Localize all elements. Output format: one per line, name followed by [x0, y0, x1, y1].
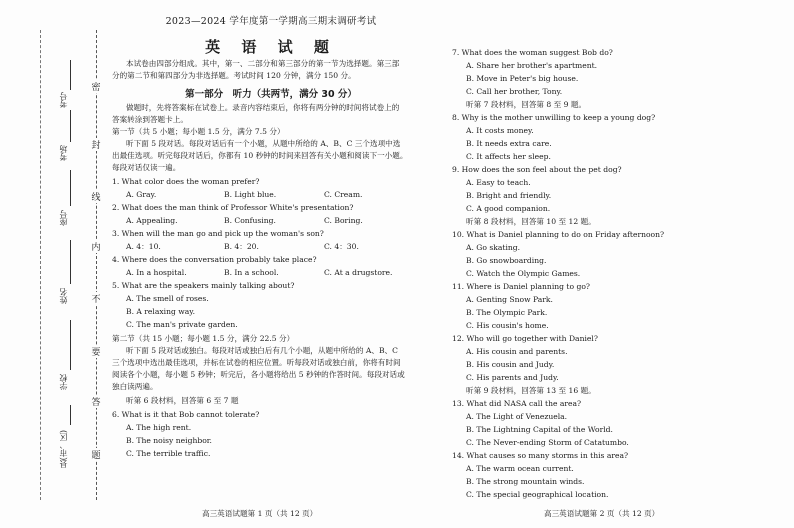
instruction-line: 做题时，先将答案标在试卷上。录音内容结束后，你将有两分钟的时间将试卷上的 [126, 103, 400, 112]
seal-char: 封 [90, 138, 102, 151]
option: A. Genting Snow Park. [466, 295, 553, 304]
seal-char: 要 [90, 345, 102, 358]
option: C. The man's private garden. [126, 320, 238, 329]
question: 2. What does the man think of Professor White's presentation? [112, 203, 354, 212]
question: 7. What does the woman suggest Bob do? [452, 48, 613, 57]
option: B. 4：20. [224, 242, 259, 251]
seal-char: 密 [90, 80, 102, 93]
field-line [70, 60, 71, 90]
field-line [70, 170, 71, 206]
section1-instruction: 每段对话仅读一遍。 [112, 163, 181, 172]
listening-note: 听第 6 段材料，回答第 6 至 7 题 [126, 396, 239, 405]
field-line [70, 110, 71, 142]
question: 1. What color does the woman prefer? [112, 177, 260, 186]
option: B. Light blue. [224, 190, 277, 199]
question: 10. What is Daniel planning to do on Friday afternoon? [452, 230, 665, 239]
field-line [70, 320, 71, 370]
section1-heading: 第一节（共 5 小题；每小题 1.5 分，满分 7.5 分） [112, 127, 285, 136]
option: B. His cousin and Judy. [466, 360, 555, 369]
seal-char: 答 [90, 395, 102, 408]
option: B. In a school. [224, 268, 279, 277]
binding-margin [0, 0, 110, 528]
option: B. Move in Peter's big house. [466, 74, 579, 83]
section2-instruction: 阅读各个小题，每小题 5 秒钟；听完后，各小题将给出 5 秒钟的作答时间。每段对话或 [112, 370, 405, 379]
option: A. Appealing. [126, 216, 178, 225]
section2-instruction: 三个选项中选出最佳选项，并标在试卷的相应位置。听每段对话或独白前，你将有时间 [112, 358, 401, 367]
field-school: 学校 [59, 374, 68, 390]
listening-note: 听第 9 段材料，回答第 13 至 16 题。 [466, 386, 596, 395]
option: C. The terrible traffic. [126, 449, 211, 458]
option: B. The Olympic Park. [466, 308, 548, 317]
option: C. 4：30. [324, 242, 359, 251]
option: C. His parents and Judy. [466, 373, 559, 382]
option: B. The noisy neighbor. [126, 436, 212, 445]
option: B. Go snowboarding. [466, 256, 547, 265]
question: 13. What did NASA call the area? [452, 399, 582, 408]
option: B. A relaxing way. [126, 307, 195, 316]
option: C. His cousin's home. [466, 321, 549, 330]
field-line [70, 240, 71, 284]
seal-char: 题 [90, 448, 102, 461]
question: 12. Who will go together with Daniel? [452, 334, 598, 343]
field-exam-number: 考号 [59, 92, 68, 108]
option: C. Call her brother, Tony. [466, 87, 563, 96]
seal-char: 不 [90, 292, 102, 305]
field-seat-number: 座号 [59, 210, 68, 226]
option: A. 4：10. [126, 242, 161, 251]
option: C. At a drugstore. [324, 268, 393, 277]
option: C. Boring. [324, 216, 363, 225]
field-line [70, 405, 71, 425]
option: C. Watch the Olympic Games. [466, 269, 581, 278]
option: A. The warm ocean current. [466, 464, 574, 473]
question: 9. How does the son feel about the pet dog? [452, 165, 622, 174]
seal-line [96, 30, 97, 500]
option: C. It affects her sleep. [466, 152, 551, 161]
option: C. A good companion. [466, 204, 551, 213]
field-county: 县(市、区) [59, 430, 68, 469]
option: B. Confusing. [224, 216, 276, 225]
question: 4. Where does the conversation probably take place? [112, 255, 317, 264]
part1-heading: 第一部分 听力（共两节，满分 30 分） [185, 89, 357, 100]
page-footer-left: 高三英语试题第 1 页（共 12 页） [202, 509, 318, 518]
option: A. Share her brother's apartment. [466, 61, 598, 70]
option: C. The Never-ending Storm of Catatumbo. [466, 438, 629, 447]
subject-title: 英 语 试 题 [205, 38, 337, 56]
intro-line: 本试卷由四部分组成。其中，第一、二部分和第三部分的第一节为选择题。第三部 [126, 59, 400, 68]
option: A. The Light of Venezuela. [466, 412, 568, 421]
section2-heading: 第二节（共 15 小题；每小题 1.5 分，满分 22.5 分） [112, 334, 295, 343]
section2-instruction: 听下面 5 段对话或独白。每段对话或独白后有几个小题，从题中所给的 A、B、C [126, 346, 398, 355]
listening-note: 听第 8 段材料，回答第 10 至 12 题。 [466, 217, 596, 226]
option: B. Bright and friendly. [466, 191, 552, 200]
intro-line: 分的第二节和第四部分为非选择题。考试时间 120 分钟，满分 150 分。 [112, 71, 356, 80]
option: A. The high rent. [126, 423, 192, 432]
option: A. Easy to teach. [466, 178, 531, 187]
option: C. Cream. [324, 190, 363, 199]
question: 5. What are the speakers mainly talking about? [112, 281, 295, 290]
option: A. Gray. [126, 190, 157, 199]
question: 3. When will the man go and pick up the woman's son? [112, 229, 324, 238]
seal-char: 线 [90, 190, 102, 203]
option: A. In a hospital. [126, 268, 187, 277]
question: 11. Where is Daniel planning to go? [452, 282, 590, 291]
option: B. The Lightning Capital of the World. [466, 425, 613, 434]
question: 6. What is it that Bob cannot tolerate? [112, 410, 260, 419]
cut-line [40, 30, 41, 500]
question: 8. Why is the mother unwilling to keep a young dog? [452, 113, 656, 122]
field-exam-room: 考场 [59, 145, 68, 161]
section2-instruction: 独白读两遍。 [112, 382, 158, 391]
page-footer-right: 高三英语试题第 2 页（共 12 页） [544, 509, 660, 518]
option: A. It costs money. [466, 126, 534, 135]
option: A. The smell of roses. [126, 294, 209, 303]
section1-instruction: 出最佳选项。听完每段对话后，你都有 10 秒钟的时间来回答有关小题和阅读下一小题。 [112, 151, 408, 160]
question: 14. What causes so many storms in this area? [452, 451, 629, 460]
listening-note: 听第 7 段材料，回答第 8 至 9 题。 [466, 100, 587, 109]
instruction-line: 答案转涂到答题卡上。 [112, 115, 188, 124]
exam-title: 2023—2024 学年度第一学期高三期末调研考试 [165, 16, 377, 27]
option: C. The special geographical location. [466, 490, 609, 499]
option: B. The strong mountain winds. [466, 477, 585, 486]
option: B. It needs extra care. [466, 139, 552, 148]
option: A. His cousin and parents. [466, 347, 568, 356]
seal-char: 内 [90, 240, 102, 253]
section1-instruction: 听下面 5 段对话。每段对话后有一个小题，从题中所给的 A、B、C 三个选项中选 [126, 139, 401, 148]
field-name: 姓名 [59, 288, 68, 304]
option: A. Go skating. [466, 243, 521, 252]
